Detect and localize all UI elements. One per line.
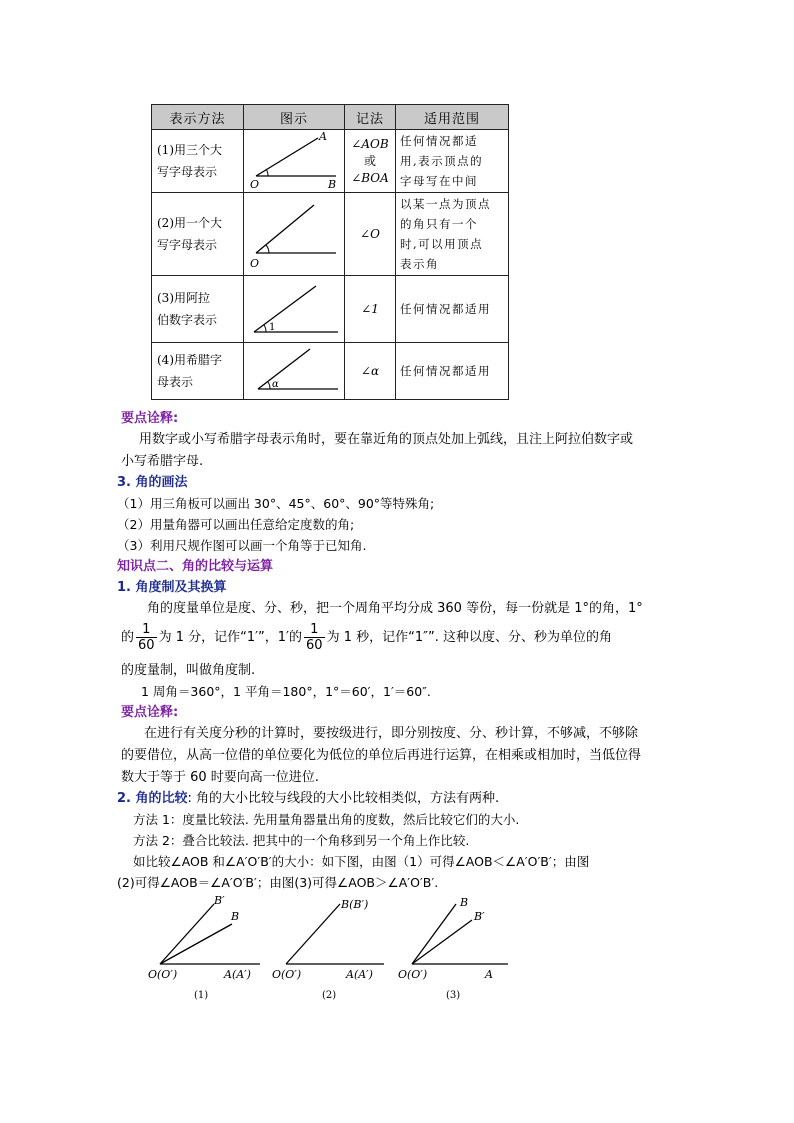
sec2-title: 2. 角的比较: 角的大小比较与线段的大小比较相类似，方法有两种. [117,791,500,806]
fig3-label-o: O(O′) [398,968,428,981]
sec2-method1: 方法 1：度量比较法. 先用量角器量出角的度数，然后比较它们的大小. [133,812,520,827]
note1-line2: 小写希腊字母. [121,454,204,469]
fig2-label-b: B(B′) [341,898,369,911]
label-o: O [250,178,260,191]
figure-cell [244,193,345,276]
fig1-caption: (1) [194,990,209,1001]
fig2-caption: (2) [322,990,337,1001]
fig1-label-b: B [231,910,240,923]
table-row [152,276,509,343]
figure-cell [244,276,345,343]
kp2-p2: 的 $\frac{1}{60}$ 为 1 分，记作“1′”，1′的 $\frac{1}{60}$ 为 1 秒，记作“1″”. 这种以度、分、秒为单位的角 [121,622,612,653]
fig3-label-a: A [485,968,493,981]
kp2-p1: 角的度量单位是度、分、秒，把一个周角平均分成 360 等份，每一份就是 1°的角，1° [147,601,643,616]
sec3-item1: （1）用三角板可以画出 30°、45°、60°、90°等特殊角; [117,496,435,511]
sec2-example-line1: 如比较∠AOB 和∠A′O′B′的大小：如下图，由图（1）可得∠AOB＜∠A′O′B′；由图 [133,854,590,869]
header-figure: 图示 [244,105,345,130]
label-o: O [250,257,260,270]
table-row [152,130,509,193]
method-cell: (2)用一个大 写字母表示 [152,193,244,276]
sec3-title: 3. 角的画法 [117,475,188,490]
notation-cell: ∠α [345,343,396,400]
fig3-caption: (3) [446,990,461,1001]
sec2-example-line2: (2)可得∠AOB＝∠A′O′B′；由图(3)可得∠AOB＞∠A′O′B′. [117,875,439,890]
table-row [152,343,509,400]
label-alpha: α [272,379,279,390]
angle-1-figure [244,276,344,342]
scope-cell: 任何情况都适用 [396,343,509,400]
sec3-item3: （3）利用尺规作图可以画一个角等于已知角. [117,538,367,553]
figure-cell [244,130,345,193]
table-row [152,193,509,276]
header-scope: 适用范围 [396,105,509,130]
scope-cell: 任何情况都适 用,表示顶点的 字母写在中间 [396,130,509,193]
note2-line3: 数大于等于 60 时要向高一位进位. [121,770,319,785]
angle-alpha-figure [244,343,344,399]
kp2-title: 知识点二、角的比较与运算 [117,559,274,574]
angle-notation-table [151,104,509,400]
angle-aob-figure [244,130,344,192]
table-header-row [152,105,509,130]
scope-cell: 任何情况都适用 [396,276,509,343]
comparison-figures [140,890,540,1010]
method-cell: (1)用三个大 写字母表示 [152,130,244,193]
fig3-label-b-prime: B′ [474,910,485,923]
fig2-label-o: O(O′) [272,968,302,981]
fraction-1-60: $\frac{1}{60}$ [306,622,323,653]
fig3-label-b: B [460,896,469,909]
method-cell: (4)用希腊字 母表示 [152,343,244,400]
note1-title: 要点诠释: [121,411,179,426]
note2-line2: 的要借位，从高一位借的单位要化为低位的单位后再进行运算，在相乘或相加时，当低位得 [121,748,642,763]
sec3-item2: （2）用量角器可以画出任意给定度数的角; [117,517,355,532]
kp2-sub1: 1. 角度制及其换算 [117,580,227,595]
notation-cell: ∠1 [345,276,396,343]
notation-cell: ∠AOB 或 ∠BOA [345,130,396,193]
scope-cell: 以某一点为顶点 的角只有一个 时,可以用顶点 表示角 [396,193,509,276]
figure-3 [398,896,508,1001]
notation-cell: ∠O [345,193,396,276]
method-cell: (3)用阿拉 伯数字表示 [152,276,244,343]
kp2-p3: 的度量制，叫做角度制. [121,663,256,678]
fig1-label-b-prime: B′ [214,894,225,907]
label-a: A [319,130,327,143]
label-1: 1 [269,322,276,333]
figure-1 [148,894,260,1001]
figure-cell [244,343,345,400]
angle-o-figure [244,193,344,275]
header-method: 表示方法 [152,105,244,130]
fraction-1-60: $\frac{1}{60}$ [138,622,155,653]
sec2-method2: 方法 2：叠合比较法. 把其中的一个角移到另一个角上作比较. [133,833,470,848]
fig2-label-a: A(A′) [346,968,373,981]
header-notation: 记法 [345,105,396,130]
fig1-label-o: O(O′) [148,968,178,981]
note2-title: 要点诠释: [121,705,179,720]
note1-line1: 用数字或小写希腊字母表示角时，要在靠近角的顶点处加上弧线，且注上阿拉伯数字或 [139,432,634,447]
note2-line1: 在进行有关度分秒的计算时，要按级进行，即分别按度、分、秒计算，不够减，不够除 [144,726,639,741]
fig1-label-a: A(A′) [224,968,251,981]
kp2-p4: 1 周角＝360°，1 平角＝180°，1°＝60′，1′＝60″. [141,684,431,699]
label-b: B [328,178,337,191]
figure-2 [272,898,384,1001]
